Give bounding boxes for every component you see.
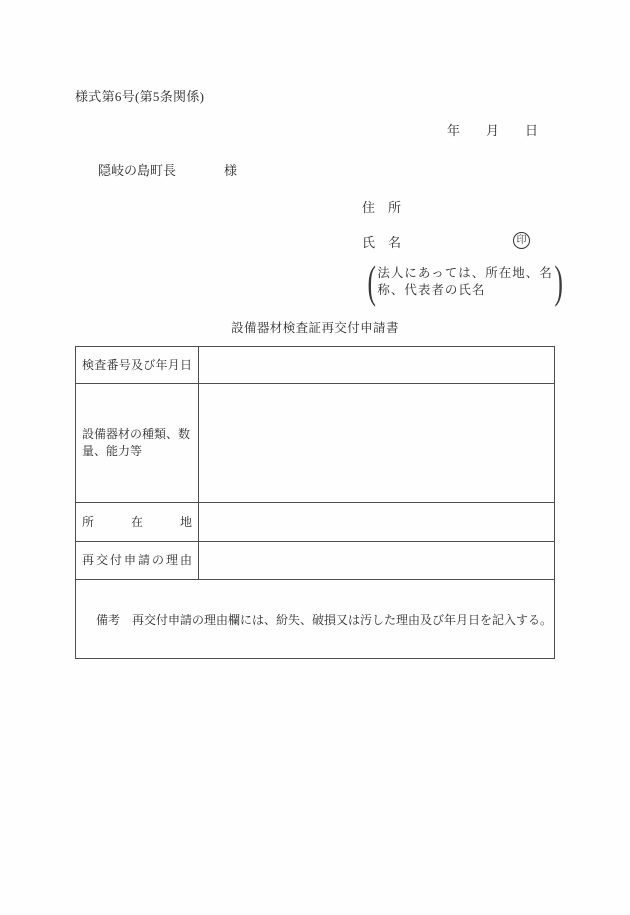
table-row-equipment-type: [76, 384, 554, 503]
date-line: 年 月 日: [447, 123, 539, 138]
corporate-note-line1: 法人にあっては、所在地、名: [377, 266, 553, 280]
row-label: 所 在 地: [82, 514, 192, 529]
name-label: 氏 名: [362, 235, 402, 250]
document-title: 設備器材検査証再交付申請書: [231, 321, 399, 335]
address-label: 住 所: [362, 200, 402, 215]
close-bracket-icon: ): [554, 256, 563, 307]
addressee-honorific: 様: [224, 163, 238, 178]
open-bracket-icon: (: [367, 256, 376, 307]
addressee-line: [98, 160, 237, 179]
form-number: 様式第6号(第5条関係): [75, 89, 205, 104]
row-label: 再交付申請の理由: [82, 553, 192, 567]
table-row-reissue-reason: [76, 542, 554, 580]
row-value-cell: [199, 347, 554, 383]
corporate-note-text: [377, 265, 552, 299]
table-row-inspection-number: [76, 347, 554, 384]
corporate-note: [364, 256, 566, 307]
row-value-cell: [199, 384, 554, 502]
application-table: [75, 346, 555, 659]
row-label-cell: [76, 542, 199, 579]
row-label: 検査番号及び年月日: [82, 357, 192, 372]
row-value-cell: [199, 542, 554, 579]
row-label-cell: [76, 384, 199, 502]
row-value-cell: [199, 503, 554, 541]
table-row-location: [76, 503, 554, 542]
seal-mark-icon: 印: [513, 232, 530, 249]
addressee-name: 隠岐の島町長: [98, 163, 177, 178]
remarks-note: 備考 再交付申請の理由欄には、紛失、破損又は汚した理由及び年月日を記入する。: [96, 612, 553, 627]
row-label-cell: [76, 347, 199, 383]
row-label: 設備器材の種類、数量、能力等: [82, 427, 191, 458]
row-label-cell: [76, 503, 199, 541]
corporate-note-line2: 称、代表者の氏名: [377, 283, 486, 297]
